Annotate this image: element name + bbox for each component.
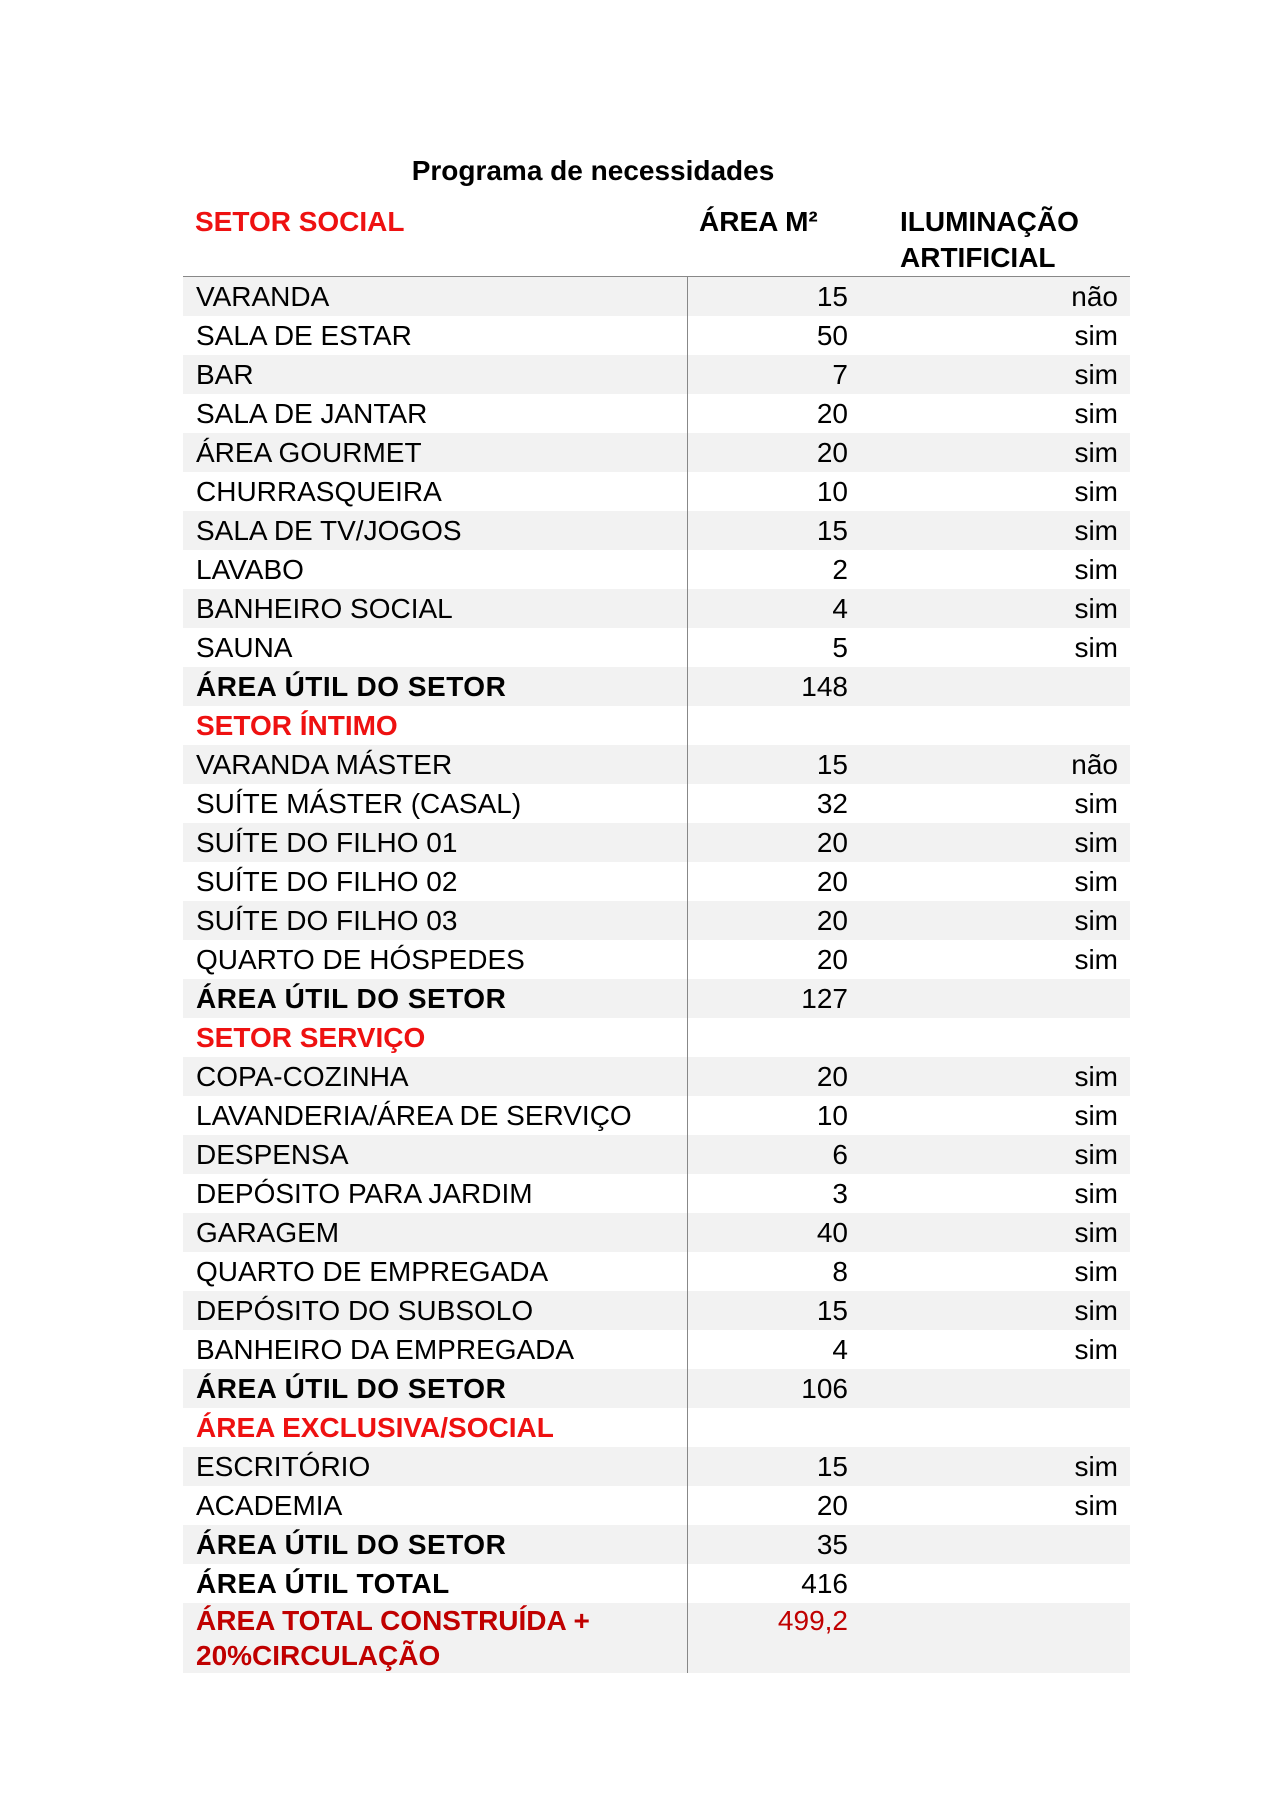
area-cell: 8 xyxy=(832,1256,848,1287)
room-name-cell: ÁREA ÚTIL DO SETOR xyxy=(183,979,687,1018)
area-cell: 15 xyxy=(687,511,874,550)
area-cell: 106 xyxy=(687,1369,874,1408)
table-row xyxy=(183,1291,1130,1330)
room-name-cell: ÁREA ÚTIL DO SETOR xyxy=(183,667,687,706)
header-lighting xyxy=(874,204,1130,277)
lighting-cell xyxy=(874,1369,1130,1408)
lighting-cell xyxy=(874,706,1130,745)
room-name-cell: COPA-COZINHA xyxy=(183,1057,687,1096)
lighting-cell: sim xyxy=(874,1135,1130,1174)
table-row xyxy=(183,277,1130,317)
area-cell: 7 xyxy=(687,355,874,394)
table-row xyxy=(183,511,1130,550)
lighting-cell: sim xyxy=(874,355,1130,394)
area-cell: 20 xyxy=(816,1490,848,1521)
lighting-cell: sim xyxy=(874,511,1130,550)
room-name-cell: GARAGEM xyxy=(183,1213,687,1252)
lighting-cell xyxy=(874,1525,1130,1564)
table-row xyxy=(183,1330,1130,1369)
lighting-cell: sim xyxy=(1074,1490,1118,1521)
room-name-cell: BAR xyxy=(183,355,687,394)
room-name-cell: LAVABO xyxy=(183,550,687,589)
lighting-cell: sim xyxy=(1074,866,1118,897)
area-cell xyxy=(687,1018,874,1057)
room-name-cell: ÁREA ÚTIL DO SETOR xyxy=(183,1369,687,1408)
lighting-cell: não xyxy=(874,277,1130,317)
area-cell: 6 xyxy=(687,1135,874,1174)
area-cell: 20 xyxy=(687,901,874,940)
table-row xyxy=(183,1174,1130,1213)
room-name-cell: ÁREA EXCLUSIVA/SOCIAL xyxy=(183,1408,687,1447)
table-header-row xyxy=(183,204,1130,277)
lighting-cell: sim xyxy=(874,823,1130,862)
lighting-cell xyxy=(874,1408,1130,1447)
area-cell: 10 xyxy=(816,1100,848,1131)
table-row xyxy=(183,784,1130,823)
table-row xyxy=(183,355,1130,394)
area-cell: 148 xyxy=(687,667,874,706)
area-cell xyxy=(687,1408,874,1447)
table-row xyxy=(183,1213,1130,1252)
room-name-cell: ÁREA ÚTIL DO SETOR xyxy=(183,1525,687,1564)
lighting-cell: sim xyxy=(1074,1334,1118,1365)
area-cell: 40 xyxy=(687,1213,874,1252)
sector-header-row xyxy=(183,1018,1130,1057)
area-cell: 15 xyxy=(687,745,874,784)
lighting-cell: sim xyxy=(874,1447,1130,1486)
area-cell: 15 xyxy=(687,1291,874,1330)
lighting-cell: sim xyxy=(874,1213,1130,1252)
room-name-cell: DEPÓSITO PARA JARDIM xyxy=(183,1174,687,1213)
area-cell: 4 xyxy=(832,1334,848,1365)
document-title: Programa de necessidades xyxy=(411,155,775,186)
lighting-cell: sim xyxy=(1074,554,1118,585)
table-row xyxy=(183,823,1130,862)
table-row xyxy=(183,433,1130,472)
lighting-cell: sim xyxy=(1074,1256,1118,1287)
area-cell: 35 xyxy=(687,1525,874,1564)
header-lighting-line1: ILUMINAÇÃO xyxy=(900,206,1079,237)
room-name-cell: SALA DE TV/JOGOS xyxy=(183,511,687,550)
table-row xyxy=(183,1096,1130,1135)
table-row xyxy=(183,862,1130,901)
lighting-cell xyxy=(874,667,1130,706)
lighting-cell: sim xyxy=(1074,632,1118,663)
header-area: ÁREA M² xyxy=(699,206,818,237)
room-name-cell: SUÍTE DO FILHO 01 xyxy=(183,823,687,862)
room-name-cell: BANHEIRO DA EMPREGADA xyxy=(183,1330,687,1369)
room-name-cell: DEPÓSITO DO SUBSOLO xyxy=(183,1291,687,1330)
header-sector: SETOR SOCIAL xyxy=(195,206,405,237)
area-cell: 15 xyxy=(687,1447,874,1486)
lighting-cell: sim xyxy=(1074,476,1118,507)
room-name-cell: VARANDA xyxy=(183,277,687,317)
table-row xyxy=(183,394,1130,433)
table-row xyxy=(183,472,1130,511)
area-cell: 20 xyxy=(816,944,848,975)
area-cell: 32 xyxy=(816,788,848,819)
lighting-cell xyxy=(874,979,1130,1018)
room-name-cell: BANHEIRO SOCIAL xyxy=(183,589,687,628)
table-row xyxy=(183,745,1130,784)
area-cell: 3 xyxy=(832,1178,848,1209)
table-row xyxy=(183,589,1130,628)
room-name-cell: ÁREA ÚTIL TOTAL xyxy=(183,1564,687,1603)
room-name-cell: ACADEMIA xyxy=(183,1486,687,1525)
sector-header-row xyxy=(183,1408,1130,1447)
room-name-cell: LAVANDERIA/ÁREA DE SERVIÇO xyxy=(183,1096,687,1135)
room-name-cell: SETOR SERVIÇO xyxy=(183,1018,687,1057)
room-name-cell: DESPENSA xyxy=(183,1135,687,1174)
room-name-cell: VARANDA MÁSTER xyxy=(183,745,687,784)
room-name-cell: SUÍTE DO FILHO 03 xyxy=(183,901,687,940)
lighting-cell: sim xyxy=(874,1057,1130,1096)
table-row xyxy=(183,901,1130,940)
area-cell: 20 xyxy=(687,1057,874,1096)
table-row xyxy=(183,550,1130,589)
lighting-cell: sim xyxy=(874,589,1130,628)
room-name-cell: QUARTO DE HÓSPEDES xyxy=(183,940,687,979)
area-cell: 127 xyxy=(687,979,874,1018)
subtotal-row xyxy=(183,667,1130,706)
area-cell: 20 xyxy=(687,823,874,862)
sector-header-row xyxy=(183,706,1130,745)
subtotal-row xyxy=(183,1564,1130,1603)
lighting-cell xyxy=(874,1603,1130,1673)
area-cell: 499,2 xyxy=(687,1603,874,1673)
area-cell: 20 xyxy=(816,398,848,429)
lighting-cell: sim xyxy=(1074,944,1118,975)
room-name-cell: SUÍTE DO FILHO 02 xyxy=(183,862,687,901)
lighting-cell: sim xyxy=(1074,398,1118,429)
table-row xyxy=(183,1447,1130,1486)
table-row xyxy=(183,1486,1130,1525)
lighting-cell: sim xyxy=(1074,320,1118,351)
lighting-cell xyxy=(874,1564,1130,1603)
area-cell: 20 xyxy=(816,866,848,897)
lighting-cell: sim xyxy=(1074,788,1118,819)
area-cell: 10 xyxy=(816,476,848,507)
area-cell: 15 xyxy=(687,277,874,317)
table-row xyxy=(183,316,1130,355)
room-name-cell: QUARTO DE EMPREGADA xyxy=(183,1252,687,1291)
table-row xyxy=(183,628,1130,667)
room-name-cell: ESCRITÓRIO xyxy=(183,1447,687,1486)
header-lighting-line2: ARTIFICIAL xyxy=(900,242,1056,273)
needs-program-table xyxy=(183,204,1130,1673)
table-row xyxy=(183,1057,1130,1096)
room-name-cell: SUÍTE MÁSTER (CASAL) xyxy=(183,784,687,823)
area-cell: 2 xyxy=(832,554,848,585)
room-name-cell: CHURRASQUEIRA xyxy=(183,472,687,511)
table-row xyxy=(183,1135,1130,1174)
total-row xyxy=(183,1603,1130,1673)
room-name-cell: SETOR ÍNTIMO xyxy=(183,706,687,745)
lighting-cell: não xyxy=(874,745,1130,784)
lighting-cell: sim xyxy=(874,1291,1130,1330)
lighting-cell: sim xyxy=(1074,1100,1118,1131)
lighting-cell: sim xyxy=(874,433,1130,472)
room-name-cell: ÁREA TOTAL CONSTRUÍDA + 20%CIRCULAÇÃO xyxy=(183,1603,687,1673)
table-row xyxy=(183,1252,1130,1291)
room-name-cell: SALA DE JANTAR xyxy=(183,394,687,433)
room-name-cell: ÁREA GOURMET xyxy=(183,433,687,472)
table-row xyxy=(183,940,1130,979)
subtotal-row xyxy=(183,1525,1130,1564)
area-cell: 4 xyxy=(687,589,874,628)
area-cell: 416 xyxy=(801,1568,848,1599)
room-name-cell: SALA DE ESTAR xyxy=(183,316,687,355)
area-cell: 5 xyxy=(832,632,848,663)
subtotal-row xyxy=(183,1369,1130,1408)
lighting-cell: sim xyxy=(1074,1178,1118,1209)
area-cell xyxy=(687,706,874,745)
room-name-cell: SAUNA xyxy=(183,628,687,667)
area-cell: 50 xyxy=(816,320,848,351)
lighting-cell: sim xyxy=(874,901,1130,940)
area-cell: 20 xyxy=(687,433,874,472)
table-body xyxy=(183,277,1130,1674)
lighting-cell xyxy=(874,1018,1130,1057)
subtotal-row xyxy=(183,979,1130,1018)
